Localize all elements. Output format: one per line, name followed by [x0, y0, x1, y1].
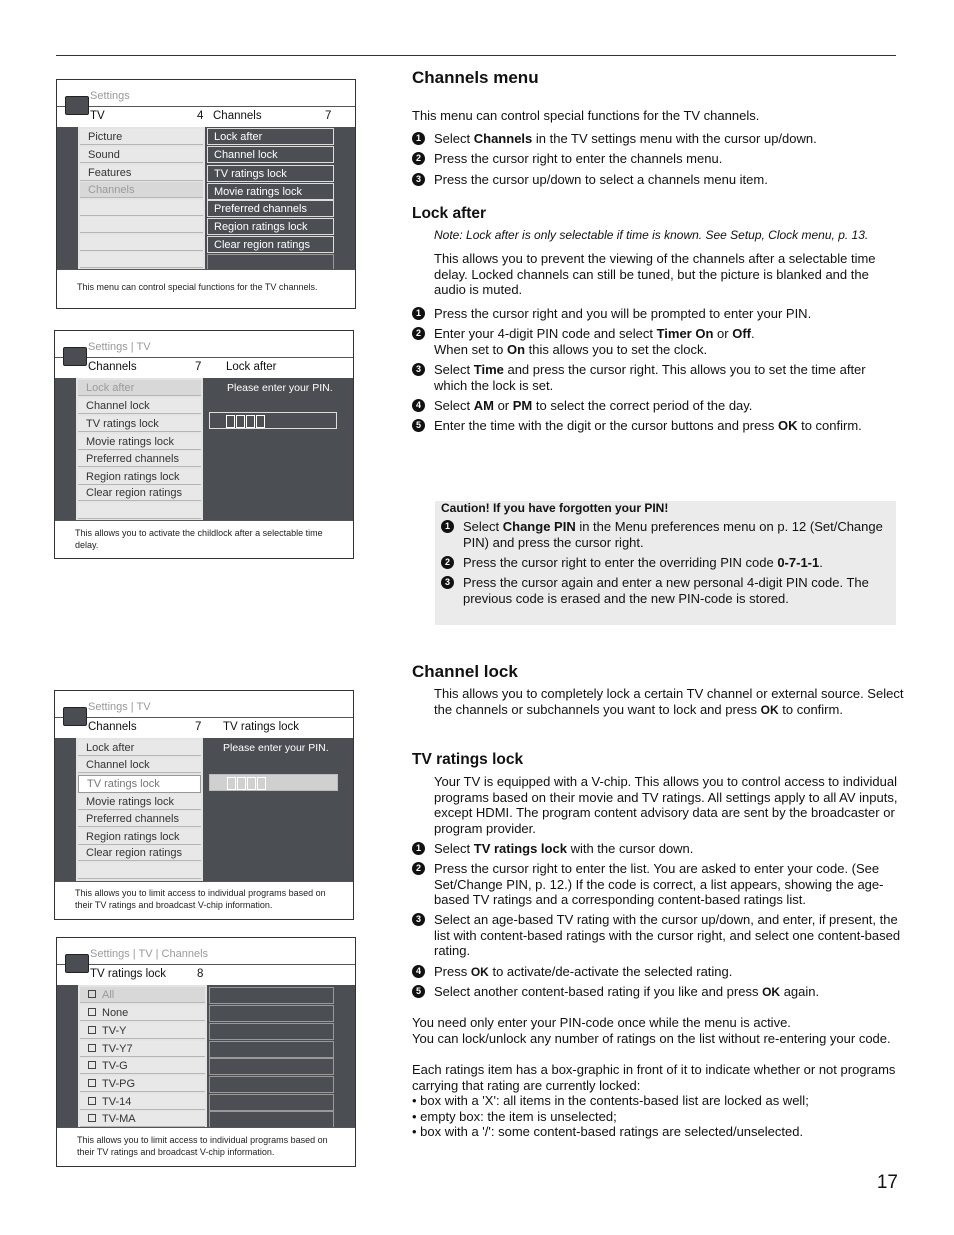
menu-item-empty: [78, 863, 201, 879]
menu-info-footer: This allows you to limit access to individual programs based on their TV ratings and broadcast V-chip information.: [57, 1127, 355, 1166]
submenu-lock-after[interactable]: Lock after: [207, 128, 334, 145]
bullet-empty-box: • empty box: the item is unselected;: [412, 1108, 617, 1124]
header-left: Channels: [88, 721, 137, 733]
menu-item-empty: [80, 217, 203, 233]
bullet-x-box: • box with a 'X': all items in the contents-based list are locked as well;: [412, 1093, 809, 1109]
step-number-icon: 5: [412, 419, 425, 432]
tv-ratings-body: Your TV is equipped with a V-chip. This allows you to control access to individual programs based on their movie and TV ratings. All settings apply to all AV inputs, except HDMI. The program content advisory data are sent by the broadcaster or program provider.: [434, 774, 898, 836]
tv-icon: [63, 707, 87, 726]
step-number-icon: 1: [412, 307, 425, 320]
menu-header: [55, 357, 353, 379]
step-number-icon: 2: [412, 862, 425, 875]
step-number-icon: 2: [441, 556, 454, 569]
submenu-channel-lock[interactable]: Channel lock: [207, 146, 334, 163]
menu-header: [57, 106, 355, 128]
pin-cells: [227, 777, 267, 790]
header-right-num: 7: [325, 110, 332, 122]
content-rating-slot: [209, 1023, 334, 1040]
header-right: TV ratings lock: [223, 721, 300, 733]
box-graphic-paragraph: Each ratings item has a box-graphic in front of it to indicate whether or not programs carrying that rating are currently locked: • box with a 'X': all items in the contents-based list are locked as well; • empty box: the item is unselected; • box with a '/': some content-based ratings are selected/unselected.: [412, 1062, 902, 1140]
menu-item-preferred-channels[interactable]: Preferred channels: [78, 811, 201, 827]
rating-item-tv-14[interactable]: TV-14: [80, 1094, 205, 1110]
tv-menu-screen-channels: [56, 79, 356, 309]
step-number-icon: 4: [412, 965, 425, 978]
menu-item-tv-ratings-lock[interactable]: TV ratings lock: [78, 416, 201, 432]
caution-box: Caution! If you have forgotten your PIN! 1 Select Change PIN in the Menu preferences menu on p. 12 (Set/Change PIN) and press the cursor right. 2 Press the cursor right to enter the overriding PIN code 0-7-1-1. 3 Press the cursor again and enter a new personal 4-digit PIN code. The previous code is erased and the new PIN-code is stored.: [435, 501, 896, 625]
menu-item-empty: [80, 235, 203, 251]
menu-left-column: [78, 985, 207, 1128]
menu-item-empty: [78, 503, 201, 519]
rating-item-all[interactable]: All: [80, 987, 205, 1003]
breadcrumb: Settings: [90, 90, 130, 102]
content-rating-slot: [209, 1094, 334, 1111]
submenu-movie-ratings-lock[interactable]: Movie ratings lock: [207, 183, 334, 200]
tv-ratings-lock-title: TV ratings lock: [412, 751, 524, 768]
menu-item-preferred-channels[interactable]: Preferred channels: [78, 451, 201, 467]
pin-input[interactable]: [209, 774, 338, 791]
channels-menu-intro: This menu can control special functions for the TV channels.: [412, 108, 760, 123]
menu-item-tv-ratings-lock[interactable]: TV ratings lock: [78, 775, 201, 793]
rating-item-tv-y[interactable]: TV-Y: [80, 1023, 205, 1039]
submenu-clear-region-ratings[interactable]: Clear region ratings: [207, 236, 334, 253]
checkbox-icon: [88, 990, 96, 998]
menu-item-empty: [80, 252, 203, 268]
step-number-icon: 1: [412, 132, 425, 145]
pin-cells: [226, 415, 266, 428]
step-number-icon: 3: [441, 576, 454, 589]
menu-item-empty: [80, 200, 203, 216]
menu-item-clear-region-ratings[interactable]: Clear region ratings: [78, 485, 201, 501]
content-rating-slot: [209, 1041, 334, 1058]
tv-menu-screen-tv-ratings-list: [56, 937, 356, 1167]
menu-item-region-ratings-lock[interactable]: Region ratings lock: [78, 469, 201, 485]
lock-after-title: Lock after: [412, 205, 487, 222]
step-number-icon: 3: [412, 173, 425, 186]
pin-prompt: Please enter your PIN.: [223, 742, 329, 754]
header-left: Channels: [88, 361, 137, 373]
menu-item-channels[interactable]: Channels: [80, 182, 203, 198]
channel-lock-title: Channel lock: [412, 662, 518, 681]
menu-body: [55, 738, 353, 882]
checkbox-icon: [88, 1097, 96, 1105]
tv-icon: [65, 96, 89, 115]
menu-item-picture[interactable]: Picture: [80, 129, 203, 145]
submenu-tv-ratings-lock[interactable]: TV ratings lock: [207, 165, 334, 182]
pin-input[interactable]: [209, 412, 337, 429]
lock-after-body: This allows you to prevent the viewing of the channels after a selectable time delay. Locked channels can still be tuned, but the picture is blanked and the audio is muted.: [434, 251, 876, 298]
header-left: TV ratings lock: [90, 968, 167, 980]
menu-left-column: [76, 738, 203, 882]
menu-left-column: [76, 378, 203, 521]
menu-item-clear-region-ratings[interactable]: Clear region ratings: [78, 845, 201, 861]
menu-item-channel-lock[interactable]: Channel lock: [78, 398, 201, 414]
submenu-preferred-channels[interactable]: Preferred channels: [207, 200, 334, 217]
channels-menu-title: Channels menu: [412, 68, 539, 87]
menu-info-footer: This menu can control special functions for the TV channels.: [57, 269, 355, 308]
pin-once-paragraph: You need only enter your PIN-code once while the menu is active. You can lock/unlock any number of ratings on the list without re-entering your code.: [412, 1015, 891, 1046]
menu-info-footer: This allows you to activate the childlock after a selectable time delay.: [55, 520, 353, 558]
rating-item-tv-y7[interactable]: TV-Y7: [80, 1041, 205, 1057]
header-num: 7: [195, 361, 202, 373]
checkbox-icon: [88, 1079, 96, 1087]
menu-item-sound[interactable]: Sound: [80, 147, 203, 163]
menu-item-channel-lock[interactable]: Channel lock: [78, 757, 201, 773]
menu-header: [57, 964, 355, 986]
step-number-icon: 1: [412, 842, 425, 855]
submenu-region-ratings-lock[interactable]: Region ratings lock: [207, 218, 334, 235]
lock-after-note: Note: Lock after is only selectable if time is known. See Setup, Clock menu, p. 13.: [434, 228, 869, 242]
breadcrumb: Settings | TV: [88, 341, 151, 353]
step-number-icon: 2: [412, 152, 425, 165]
header-num: 7: [195, 721, 202, 733]
menu-body: [57, 985, 355, 1128]
menu-left-column: [78, 127, 205, 270]
menu-item-movie-ratings-lock[interactable]: Movie ratings lock: [78, 794, 201, 810]
menu-item-lock-after[interactable]: Lock after: [78, 380, 201, 396]
rating-item-tv-g[interactable]: TV-G: [80, 1058, 205, 1074]
menu-info-footer: This allows you to limit access to individual programs based on their TV ratings and broadcast V-chip information.: [55, 881, 353, 919]
checkbox-icon: [88, 1026, 96, 1034]
step-number-icon: 3: [412, 363, 425, 376]
top-rule: [56, 55, 896, 56]
content-rating-slot: [209, 987, 334, 1004]
header-num: 4: [197, 110, 204, 122]
step-number-icon: 5: [412, 985, 425, 998]
content-rating-slot: [209, 1005, 334, 1022]
header-left: TV: [90, 110, 105, 122]
caution-title: Caution! If you have forgotten your PIN!: [441, 501, 669, 515]
menu-header: [55, 717, 353, 739]
content-rating-slot: [209, 1058, 334, 1075]
content-rating-slot: [209, 1111, 334, 1128]
checkbox-icon: [88, 1114, 96, 1122]
menu-item-region-ratings-lock[interactable]: Region ratings lock: [78, 829, 201, 845]
step-number-icon: 3: [412, 913, 425, 926]
breadcrumb: Settings | TV: [88, 701, 151, 713]
content-rating-slot: [209, 1076, 334, 1093]
step-number-icon: 4: [412, 399, 425, 412]
tv-menu-screen-lock-after: [54, 330, 354, 559]
header-right: Lock after: [226, 361, 277, 373]
menu-item-movie-ratings-lock[interactable]: Movie ratings lock: [78, 434, 201, 450]
step-number-icon: 2: [412, 327, 425, 340]
page-number: 17: [876, 1172, 898, 1193]
menu-item-lock-after[interactable]: Lock after: [78, 740, 201, 756]
checkbox-icon: [88, 1044, 96, 1052]
header-right: Channels: [213, 110, 262, 122]
header-num: 8: [197, 968, 204, 980]
menu-body: [55, 378, 353, 521]
step-number-icon: 1: [441, 520, 454, 533]
channel-lock-body: This allows you to completely lock a certain TV channel or external source. Select the channels or subchannels you want to lock and press OK to confirm.: [434, 686, 904, 717]
rating-item-none[interactable]: None: [80, 1005, 205, 1021]
tv-menu-screen-tv-ratings-pin: [54, 690, 354, 920]
bullet-slash-box: • box with a '/': some content-based ratings are selected/unselected.: [412, 1124, 804, 1140]
rating-item-tv-ma[interactable]: TV-MA: [80, 1111, 205, 1127]
breadcrumb: Settings | TV | Channels: [90, 948, 209, 960]
pin-prompt: Please enter your PIN.: [227, 382, 333, 394]
tv-icon: [63, 347, 87, 366]
menu-item-features[interactable]: Features: [80, 165, 203, 181]
menu-body: [57, 127, 355, 270]
checkbox-icon: [88, 1061, 96, 1069]
rating-item-tv-pg[interactable]: TV-PG: [80, 1076, 205, 1092]
checkbox-icon: [88, 1008, 96, 1016]
tv-icon: [65, 954, 89, 973]
